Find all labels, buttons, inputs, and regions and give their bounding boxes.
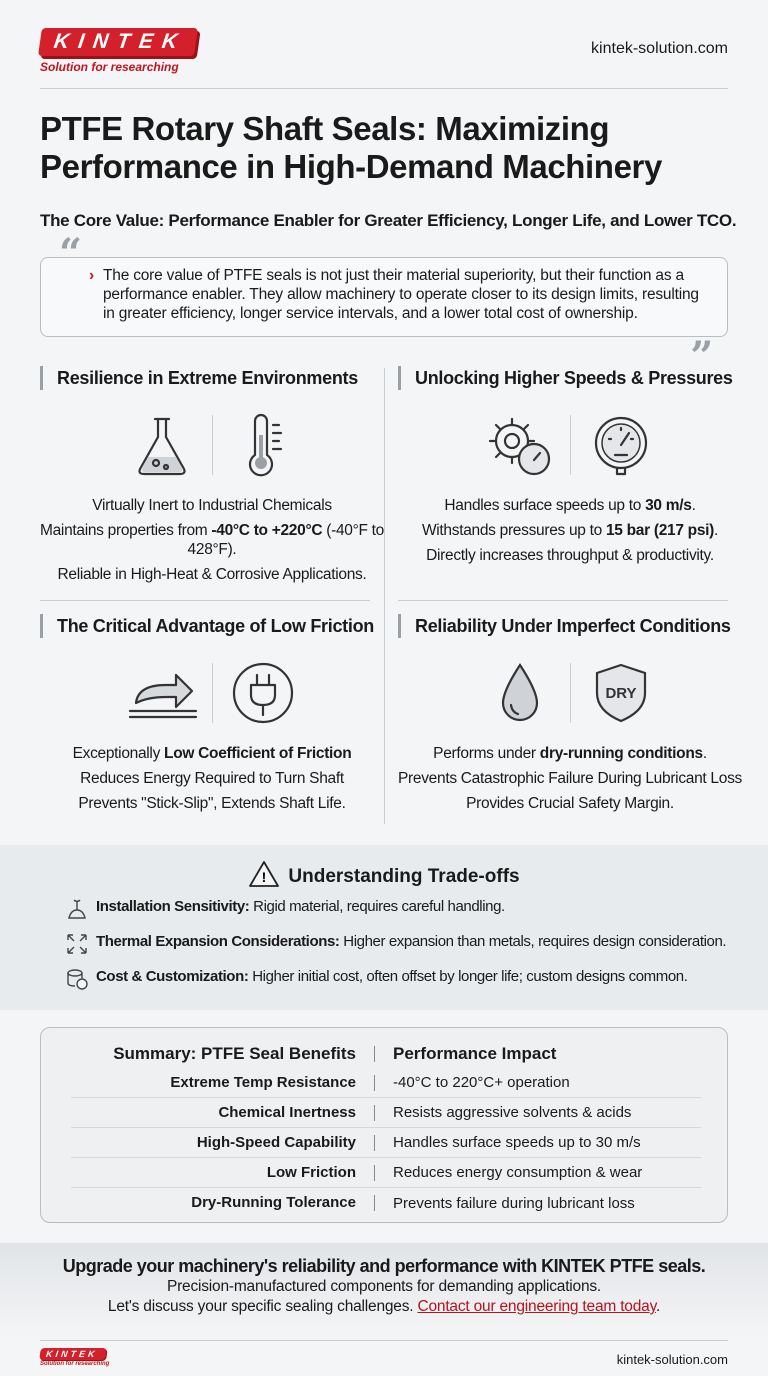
tradeoffs-title: ! Understanding Trade-offs [0,860,768,894]
table-row [71,1188,701,1218]
feature-line: Reliable in High-Heat & Corrosive Applications. [57,566,367,583]
feature-line: Maintains properties from -40°C to +220°C (-40°F to 428°F). [40,522,385,558]
benefit-cell: High-Speed Capability [71,1135,375,1151]
feature-line: Provides Crucial Safety Margin. [466,795,674,812]
call-to-action [0,1243,768,1338]
tradeoff-item [66,933,756,960]
feature-line: Withstands pressures up to 15 bar (217 psi). [421,522,719,539]
feature-line: Handles surface speeds up to 30 m/s. [444,497,696,514]
grid-vertical-divider [384,368,385,824]
pressure-gauge-icon [571,413,671,477]
header-divider [40,88,728,89]
impact-cell: Handles surface speeds up to 30 m/s [393,1134,641,1151]
svg-text:!: ! [262,869,267,885]
coins-icon [66,968,88,995]
dry-shield-icon [571,661,671,725]
footer-logo: KINTEK Solution for researching [40,1349,110,1367]
section-title: Resilience in Extreme Environments [40,366,384,390]
section-icons [398,658,742,728]
tradeoff-text: Cost & Customization: Higher initial cost, often offset by longer life; custom designs common. [96,968,688,985]
feature-line: Exceptionally Low Coefficient of Friction [72,745,352,762]
benefit-cell: Dry-Running Tolerance [71,1195,375,1211]
tradeoff-item [66,898,756,925]
cta-line1: Precision-manufactured components for demanding applications. [166,1278,602,1295]
grid-divider-left [40,600,370,601]
table-row [71,1128,701,1158]
impact-cell: Reduces energy consumption & wear [393,1164,643,1181]
subtitle: The Core Value: Performance Enabler for Greater Efficiency, Longer Life, and Lower TCO. [40,211,737,230]
kintek-logo: KINTEK Solution for researching [40,28,196,74]
benefit-cell: Low Friction [71,1165,375,1181]
feature-line: Performs under dry-running conditions. [433,745,707,762]
tradeoff-item [66,968,756,995]
header-url[interactable]: kintek-solution.com [591,40,728,57]
grid-divider-right [398,600,728,601]
power-plug-icon [213,661,313,725]
flask-icon [112,413,212,477]
quote-text: The core value of PTFE seals is not just their material superiority, but their function as a performance enabler. They allow machinery to operate closer to its design limits, resulting in greater efficiency, longer service intervals, and a lower total cost of ownership. [103,267,699,322]
feature-line: Reduces Energy Required to Turn Shaft [80,770,344,787]
feature-section [40,614,384,819]
impact-cell: Resists aggressive solvents & acids [393,1104,632,1121]
summary-table [40,1027,728,1223]
section-title: Unlocking Higher Speeds & Pressures [398,366,742,390]
svg-text:DRY: DRY [604,685,637,702]
impact-cell: Prevents failure during lubricant loss [393,1194,635,1212]
table-header: Summary: PTFE Seal Benefits Performance Impact [71,1038,701,1070]
benefit-cell: Extreme Temp Resistance [71,1075,375,1091]
gear-speedometer-icon [470,413,570,477]
table-row [71,1098,701,1128]
chevron-right-icon: › [89,267,94,284]
feature-line: Prevents Catastrophic Failure During Lubricant Loss [398,770,742,787]
impact-cell: -40°C to 220°C+ operation [393,1074,570,1091]
open-quote-icon: “ [59,230,82,277]
feature-section [398,366,742,571]
close-quote-icon: ” [690,333,713,380]
contact-link[interactable]: Contact our engineering team today [417,1298,656,1315]
section-icons [40,658,384,728]
drop-icon [470,661,570,725]
warning-icon [248,860,280,894]
sliding-arrow-icon [112,661,212,725]
feature-section [398,614,742,819]
footer-url[interactable]: kintek-solution.com [616,1352,728,1367]
cta-line2: Let's discuss your specific sealing challenges. [107,1298,418,1315]
expand-arrows-icon [66,933,88,960]
cta-end: . [655,1298,661,1315]
footer-divider [40,1340,728,1341]
page-title: PTFE Rotary Shaft Seals: Maximizing Performance in High-Demand Machinery [40,110,662,185]
cta-heading: Upgrade your machinery's reliability and performance with KINTEK PTFE seals. [62,1256,706,1276]
benefit-cell: Chemical Inertness [71,1105,375,1121]
tradeoffs-list [66,898,756,995]
hand-wrench-icon [66,898,88,925]
section-icons [40,410,384,480]
feature-line: Directly increases throughput & productivity. [426,547,714,564]
thermometer-icon [213,413,313,477]
table-row [71,1158,701,1188]
section-title: The Critical Advantage of Low Friction [40,614,384,638]
section-title: Reliability Under Imperfect Conditions [398,614,742,638]
tradeoff-text: Installation Sensitivity: Rigid material, requires careful handling. [96,898,505,915]
feature-section [40,366,384,590]
feature-line: Prevents "Stick-Slip", Extends Shaft Life. [78,795,346,812]
section-icons [398,410,742,480]
feature-line: Virtually Inert to Industrial Chemicals [92,497,332,514]
tradeoff-text: Thermal Expansion Considerations: Higher expansion than metals, requires design consideration. [96,933,727,950]
table-row [71,1068,701,1098]
